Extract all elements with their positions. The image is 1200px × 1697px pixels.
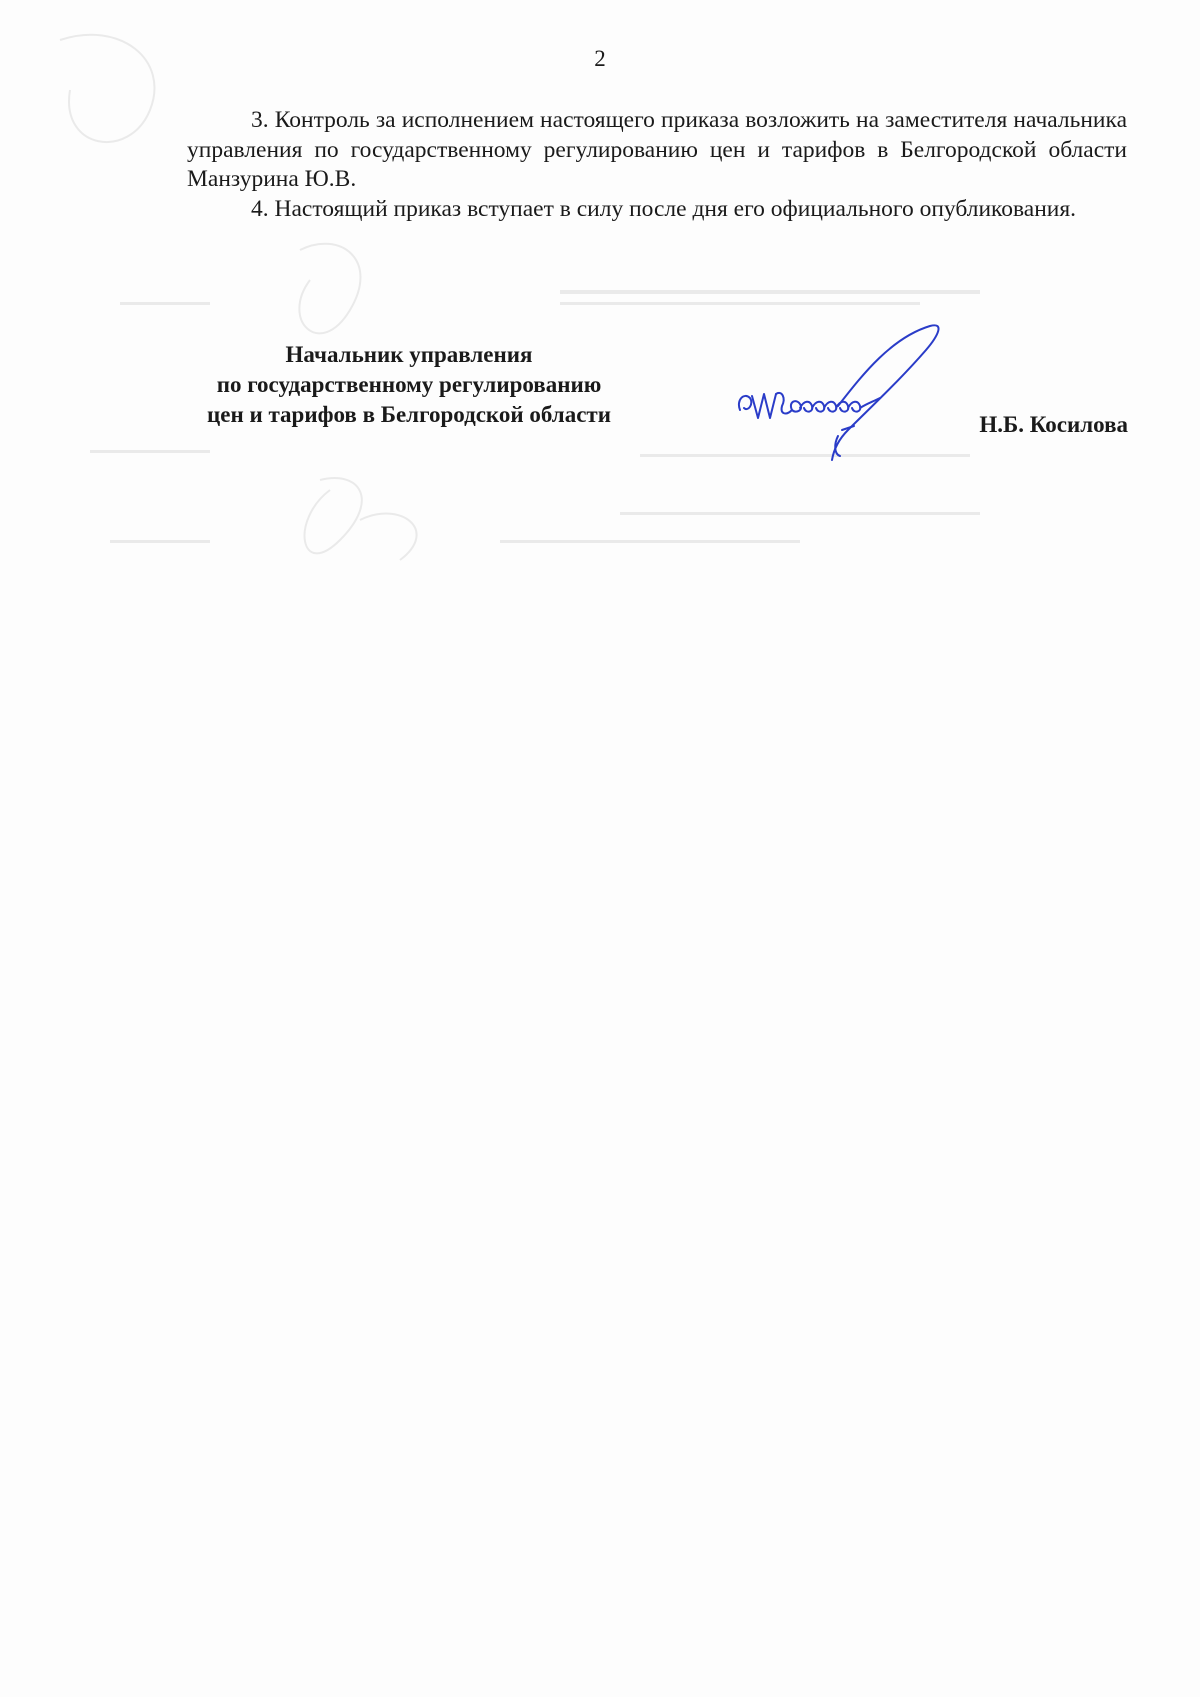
signatory-title-line-3: цен и тарифов в Белгородской области	[207, 402, 611, 427]
handwritten-signature	[730, 318, 1000, 478]
paragraph-4: 4. Настоящий приказ вступает в силу после дня его официального опубликования.	[251, 195, 1077, 222]
signatory-title	[170, 340, 648, 430]
paragraph-3: 3. Контроль за исполнением настоящего приказа возложить на заместителя начальника управления по государственному регулированию цен и тарифов в Белгородской области Манзурина Ю.В.	[187, 107, 1127, 192]
signatory-title-line-2: по государственному регулированию	[216, 372, 602, 397]
signatory-name: Н.Б. Косилова	[979, 412, 1128, 437]
document-body	[187, 106, 1127, 224]
page-number: 2	[594, 46, 606, 71]
signatory-title-line-1: Начальник управления	[285, 342, 533, 367]
